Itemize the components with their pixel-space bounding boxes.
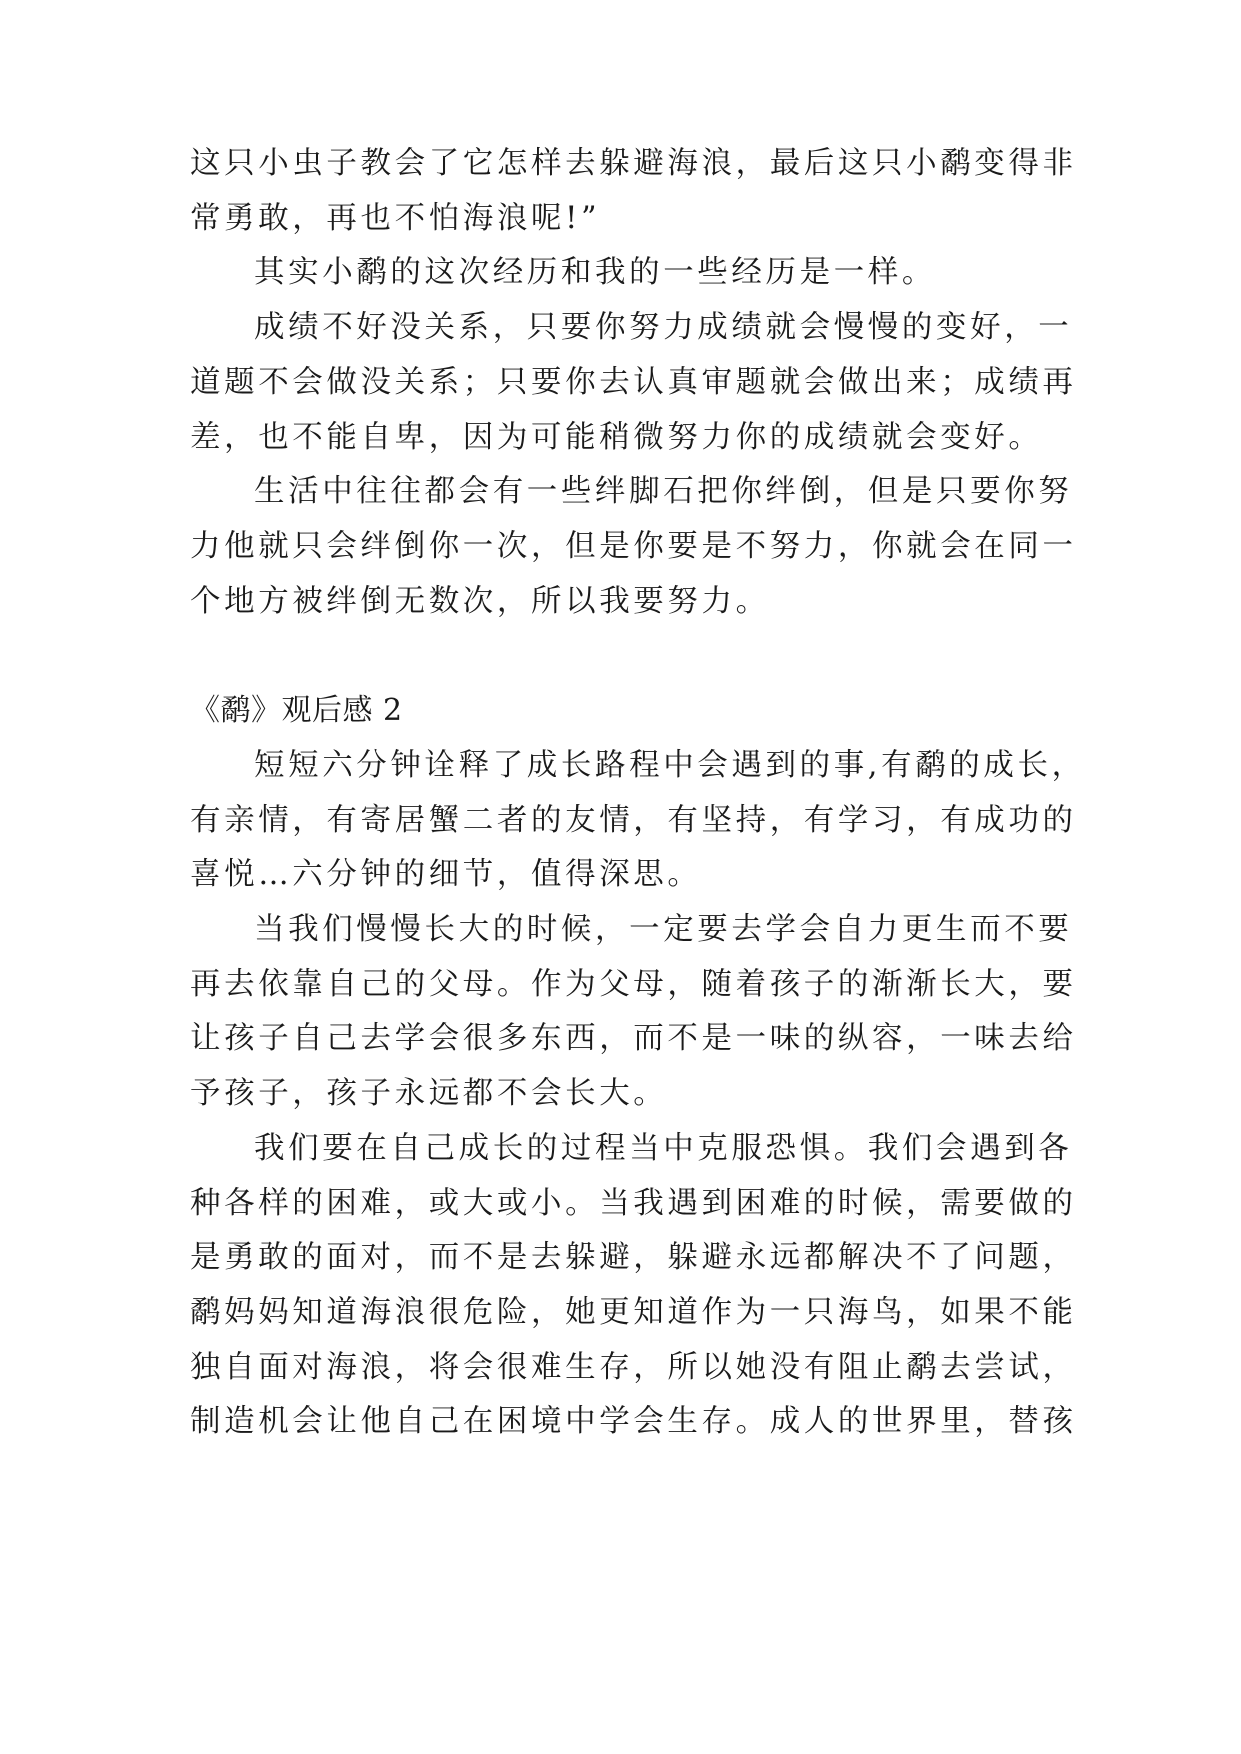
paragraph-line: 让孩子自己去学会很多东西，而不是一味的纵容，一味去给: [190, 1021, 1077, 1056]
paragraph-line: 予孩子，孩子永远都不会长大。: [190, 1076, 668, 1111]
paragraph-line: 个地方被绊倒无数次，所以我要努力。: [190, 584, 770, 619]
paragraph-line: 生活中往往都会有一些绊脚石把你绊倒，但是只要你努: [254, 474, 1073, 509]
paragraph-line: 是勇敢的面对，而不是去躲避，躲避永远都解决不了问题，: [190, 1240, 1077, 1275]
paragraph-line: 制造机会让他自己在困境中学会生存。成人的世界里，替孩: [190, 1404, 1077, 1439]
paragraph-line: 短短六分钟诠释了成长路程中会遇到的事,有鹬的成长，: [254, 748, 1086, 783]
section-title: 《鹬》观后感 2: [190, 693, 403, 728]
paragraph-line: 喜悦…六分钟的细节，值得深思。: [190, 857, 702, 892]
paragraph-line: 常勇敢，再也不怕海浪呢!”: [190, 201, 601, 236]
paragraph-line: 种各样的困难，或大或小。当我遇到困难的时候，需要做的: [190, 1186, 1077, 1221]
paragraph-line: 成绩不好没关系，只要你努力成绩就会慢慢的变好，一: [254, 310, 1073, 345]
paragraph-line: 我们要在自己成长的过程当中克服恐惧。我们会遇到各: [254, 1131, 1073, 1166]
paragraph-line: 当我们慢慢长大的时候，一定要去学会自力更生而不要: [254, 912, 1073, 947]
paragraph-line: 力他就只会绊倒你一次，但是你要是不努力，你就会在同一: [190, 529, 1077, 564]
paragraph-line: 鹬妈妈知道海浪很危险，她更知道作为一只海鸟，如果不能: [190, 1295, 1077, 1330]
paragraph-line: 这只小虫子教会了它怎样去躲避海浪，最后这只小鹬变得非: [190, 146, 1077, 181]
paragraph-line: 再去依靠自己的父母。作为父母，随着孩子的渐渐长大，要: [190, 967, 1077, 1002]
paragraph-line: 差，也不能自卑，因为可能稍微努力你的成绩就会变好。: [190, 420, 1043, 455]
paragraph-line: 其实小鹬的这次经历和我的一些经历是一样。: [254, 255, 936, 290]
paragraph-line: 独自面对海浪，将会很难生存，所以她没有阻止鹬去尝试，: [190, 1350, 1077, 1385]
paragraph-line: 有亲情，有寄居蟹二者的友情，有坚持，有学习，有成功的: [190, 803, 1077, 838]
paragraph-line: 道题不会做没关系；只要你去认真审题就会做出来；成绩再: [190, 365, 1077, 400]
